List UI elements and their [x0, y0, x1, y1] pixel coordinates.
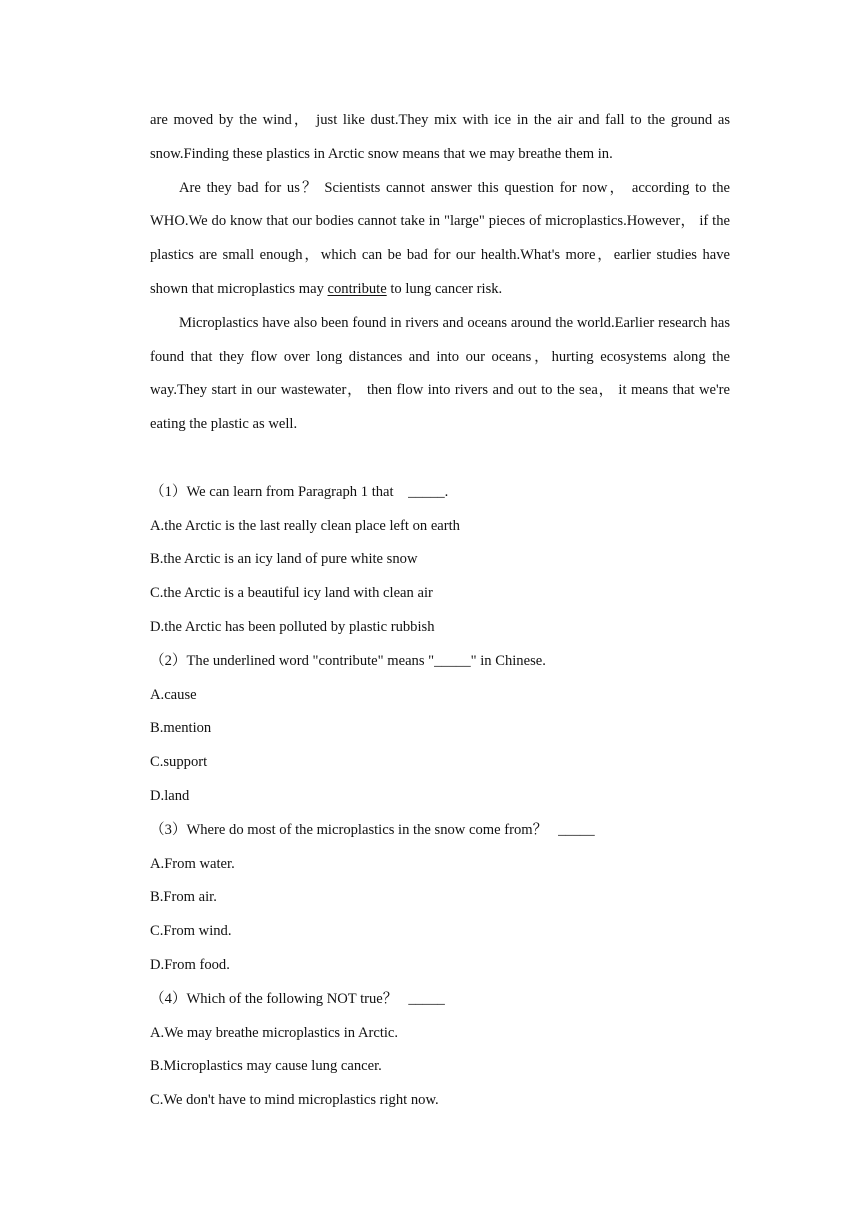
answer-option: B.From air. [150, 889, 217, 906]
answer-option: C.We don't have to mind microplastics right now. [150, 1092, 439, 1109]
paragraph-2-text-before: Are they bad for us？ Scientists cannot answer this question for now， according to the WHO.We do know that our bodies cannot take in "large" pieces of microplastics.However， if the plastics are small enough，which can be bad for our health.What's more，earlier studies have shown that microplastics may [150, 179, 730, 297]
underlined-word: contribute [327, 280, 387, 297]
question-1 [150, 476, 730, 645]
answer-option: D.the Arctic has been polluted by plastic rubbish [150, 618, 435, 635]
question-2 [150, 645, 730, 814]
answer-option: A.the Arctic is the last really clean place left on earth [150, 517, 460, 534]
answer-option: A.From water. [150, 855, 235, 872]
answer-option: D.land [150, 787, 190, 804]
question-stem: （2）The underlined word "contribute" means "_____" in Chinese. [150, 652, 546, 669]
answer-option: D.From food. [150, 956, 230, 973]
document-content [150, 104, 730, 1118]
answer-option: C.From wind. [150, 923, 232, 940]
question-stem: （1）We can learn from Paragraph 1 that _____. [150, 483, 449, 500]
passage-paragraph-2 [150, 172, 730, 307]
question-stem: （4）Which of the following NOT true？ _____ [150, 990, 445, 1007]
answer-option: A.We may breathe microplastics in Arctic. [150, 1024, 399, 1041]
answer-option: A.cause [150, 686, 197, 703]
answer-option: B.Microplastics may cause lung cancer. [150, 1058, 382, 1075]
section-spacer [150, 442, 730, 476]
answer-option: C.support [150, 754, 208, 771]
answer-option: C.the Arctic is a beautiful icy land with clean air [150, 585, 433, 602]
paragraph-2-text-after: to lung cancer risk. [386, 280, 503, 297]
passage-paragraph-3: Microplastics have also been found in rivers and oceans around the world.Earlier research has found that they flow over long distances and into our oceans，hurting ecosystems along the way.They start in our wastewater， then flow into rivers and out to the sea， it means that we're eating the plastic as well. [150, 314, 730, 433]
question-stem: （3）Where do most of the microplastics in the snow come from？ _____ [150, 821, 595, 838]
question-3 [150, 814, 730, 983]
answer-option: B.mention [150, 720, 212, 737]
question-4 [150, 983, 730, 1118]
passage-paragraph-1: are moved by the wind， just like dust.They mix with ice in the air and fall to the ground as snow.Finding these plastics in Arctic snow means that we may breathe them in. [150, 112, 730, 162]
answer-option: B.the Arctic is an icy land of pure white snow [150, 551, 418, 568]
